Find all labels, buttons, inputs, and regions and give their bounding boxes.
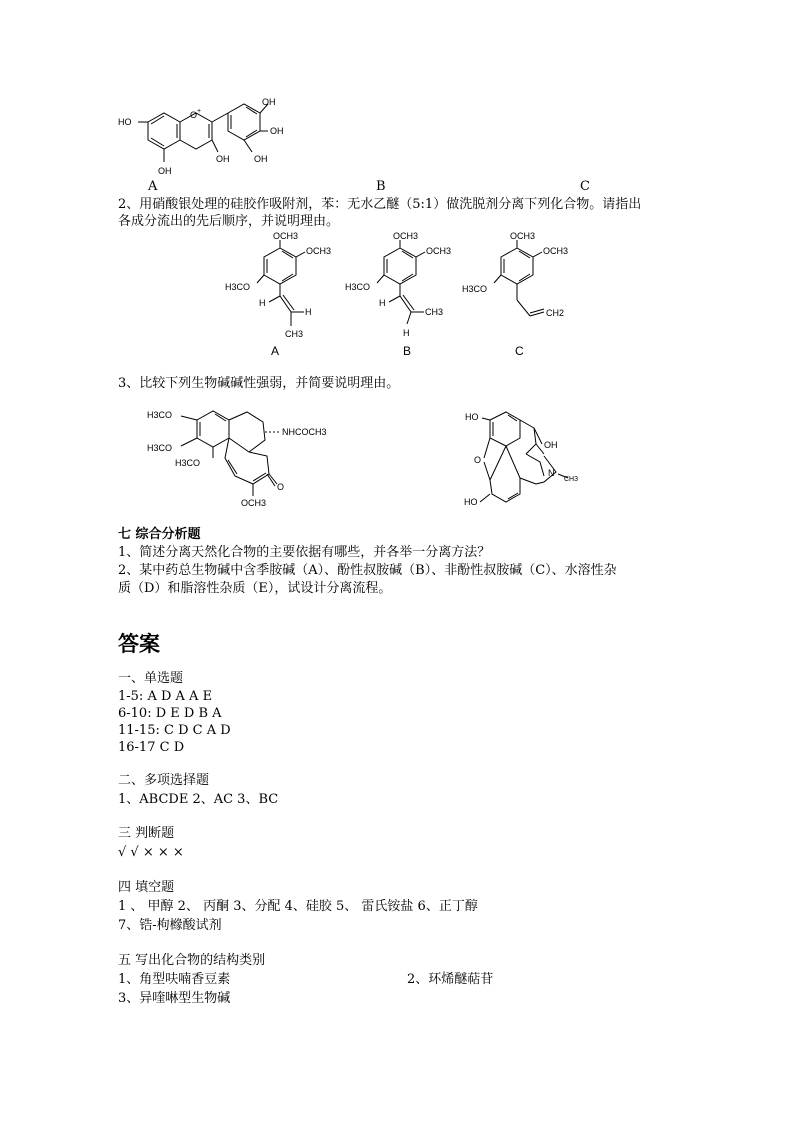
q3-text: 3、比较下列生物碱碱性强弱，并简要说明理由。	[118, 376, 400, 391]
mor-ch3: CH3	[564, 476, 579, 483]
answers-title: 答案	[118, 631, 160, 656]
answers-s4-line2: 7、锆-枸橼酸试剂	[118, 918, 222, 933]
q2-text-line2: 各成分流出的先后顺序，并说明理由。	[118, 214, 340, 229]
mor-ho-top: HO	[465, 412, 479, 422]
answers-s1-line1: 1-5: A D A A E	[118, 689, 213, 704]
answers-s1-line3: 11-15: C D C A D	[118, 723, 231, 738]
col-och3: OCH3	[241, 498, 267, 508]
answers-s5-item3: 3、异喹啉型生物碱	[118, 991, 231, 1006]
answers-s3-title: 三 判断题	[118, 826, 175, 841]
answers-s2-title: 二、多项选择题	[118, 773, 210, 788]
q2-compound-a	[225, 228, 340, 343]
q1-label-a: A	[148, 179, 158, 194]
answers-s3-line: √ √ × × ×	[118, 845, 184, 860]
ho-label: HO	[118, 117, 132, 127]
answers-s1-line4: 16-17 C D	[118, 740, 185, 755]
answers-s4-title: 四 填空题	[118, 880, 175, 895]
a-och3-top: OCH3	[273, 231, 299, 241]
answers-s5-item1: 1、角型呋喃香豆素	[118, 972, 231, 987]
c-ch2: CH2	[546, 308, 565, 318]
section7-q2-line2: 质（D）和脂溶性杂质（E），试设计分离流程。	[118, 581, 392, 596]
c-och3-top: OCH3	[510, 231, 536, 241]
oh-label-5: OH	[158, 166, 172, 176]
flavylium-structure	[118, 92, 298, 180]
col-h3co-1: H3CO	[147, 410, 173, 420]
answers-s1-line2: 6-10: D E D B A	[118, 706, 222, 721]
q2-compound-b	[345, 228, 460, 343]
q2-label-b: B	[403, 344, 412, 358]
col-o: O	[277, 482, 285, 492]
b-h3co: H3CO	[345, 282, 371, 292]
q1-label-c: C	[580, 179, 590, 194]
section7-title: 七 综合分析题	[118, 527, 201, 542]
mor-ho-bottom: HO	[464, 497, 478, 507]
answers-s2-line: 1、ABCDE 2、AC 3、BC	[118, 792, 279, 807]
oh-label-3p: OH	[262, 97, 276, 107]
col-h3co-2: H3CO	[147, 443, 173, 453]
a-ch3: CH3	[285, 329, 304, 339]
section7-q2-line1: 2、某中药总生物碱中含季胺碱（A）、酚性叔胺碱（B）、非酚性叔胺碱（C）、水溶性杂	[118, 563, 617, 578]
q2-label-a: A	[271, 344, 280, 358]
c-och3-right: OCH3	[543, 246, 569, 256]
c-h3co: H3CO	[462, 284, 488, 294]
section7-q1: 1、简述分离天然化合物的主要依据有哪些，并各举一分离方法？	[118, 545, 491, 560]
q1-label-b: B	[376, 179, 386, 194]
col-nhcoch3: NHCOCH3	[282, 427, 327, 437]
oh-label-5p: OH	[254, 154, 268, 164]
answers-s4-line1: 1 、 甲醇 2、 丙酮 3、分配 4、硅胶 5、 雷氏铵盐 6、正丁醇	[118, 899, 478, 914]
b-h-left: H	[379, 298, 386, 308]
b-ch3: CH3	[425, 307, 444, 317]
q2-compound-c	[462, 228, 582, 328]
mor-oh: OH	[544, 440, 558, 450]
b-och3-top: OCH3	[393, 231, 419, 241]
b-och3-right: OCH3	[426, 246, 452, 256]
q3-compound-morphine	[460, 406, 595, 511]
q2-text-line1: 2、用硝酸银处理的硅胶作吸附剂，苯：无水乙醚（5:1）做洗脱剂分离下列化合物。请指出	[118, 197, 642, 212]
mor-n: N	[548, 468, 555, 478]
answers-s5-title: 五 写出化合物的结构类别	[118, 953, 266, 968]
a-h3co: H3CO	[225, 282, 251, 292]
mor-o: O	[474, 455, 482, 465]
answers-s5-item2: 2、环烯醚萜苷	[407, 972, 494, 987]
q3-compound-colchicine	[145, 398, 327, 513]
a-h-left: H	[259, 298, 266, 308]
a-och3-right: OCH3	[306, 246, 332, 256]
a-h-right: H	[305, 307, 312, 317]
oh-label-3: OH	[216, 154, 230, 164]
q2-label-c: C	[515, 344, 524, 358]
b-h-bottom: H	[403, 328, 410, 338]
answers-s1-title: 一、单选题	[118, 671, 184, 686]
col-h3co-3: H3CO	[175, 458, 201, 468]
o-plus-label: O	[190, 110, 198, 120]
plus-label: +	[197, 108, 202, 115]
oh-label-4p: OH	[270, 126, 284, 136]
